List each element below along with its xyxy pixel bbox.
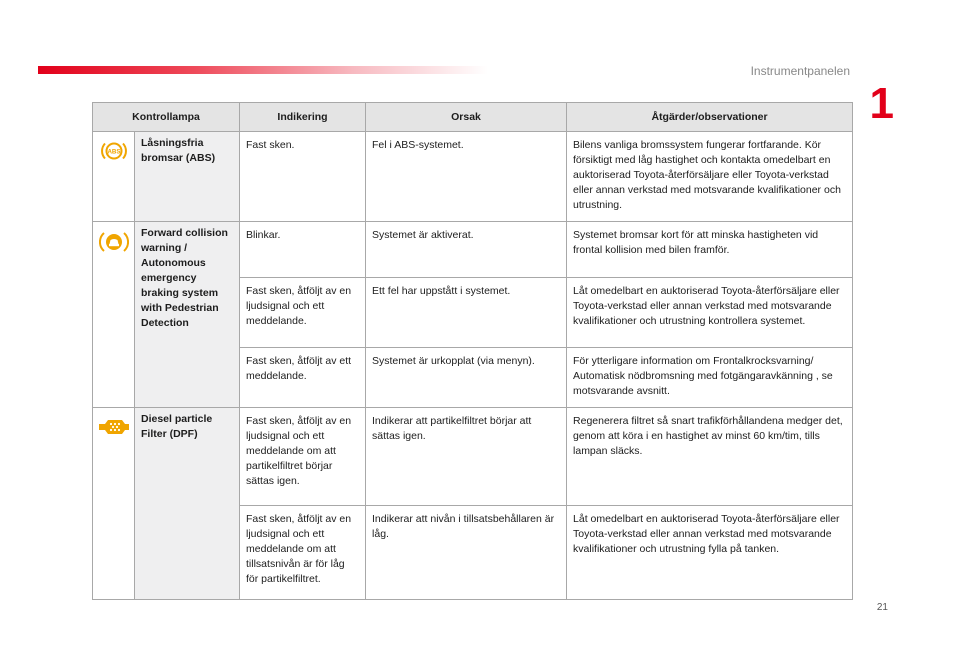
table-row — [93, 408, 853, 506]
cause-cell: Systemet är aktiverat. — [366, 222, 567, 278]
header-accent-bar — [38, 66, 488, 74]
action-cell: För ytterligare information om Frontalkrocksvarning/ Automatisk nödbromsning med fotgängaravkänning , se motsvarande avsnitt. — [567, 348, 853, 408]
action-cell: Låt omedelbart en auktoriserad Toyota-återförsäljare eller Toyota-verkstad eller annan verkstad med motsvarande kvalifikationer och utrustning kontrollera systemet. — [567, 278, 853, 348]
column-header-action: Åtgärder/observationer — [567, 103, 853, 132]
lamp-name: Forward collision warning / Autonomous emergency braking system with Pedestrian Detection — [135, 222, 240, 408]
svg-text:ABS: ABS — [106, 148, 121, 156]
collision-warning-icon — [99, 245, 129, 257]
lamp-icon-cell — [93, 222, 135, 408]
lamp-icon-cell — [93, 132, 135, 222]
lamp-icon-cell — [93, 408, 135, 600]
lamp-name: Diesel particle Filter (DPF) — [135, 408, 240, 600]
table-row — [93, 222, 853, 278]
indication-cell: Fast sken, åtföljt av ett meddelande. — [240, 348, 366, 408]
indication-cell: Fast sken, åtföljt av en ljudsignal och ett meddelande. — [240, 278, 366, 348]
cause-cell: Systemet är urkopplat (via menyn). — [366, 348, 567, 408]
cause-cell: Indikerar att nivån i tillsatsbehållaren är låg. — [366, 506, 567, 600]
cause-cell: Indikerar att partikelfiltret börjar att sättas igen. — [366, 408, 567, 506]
lamp-name: Låsningsfria bromsar (ABS) — [135, 132, 240, 222]
indication-cell: Fast sken, åtföljt av en ljudsignal och ett meddelande om att partikelfiltret börjar sättas igen. — [240, 408, 366, 506]
table-row — [93, 132, 853, 222]
section-title: Instrumentpanelen — [750, 64, 850, 78]
indication-cell: Blinkar. — [240, 222, 366, 278]
abs-warning-icon — [99, 148, 129, 165]
action-cell: Bilens vanliga bromssystem fungerar fortfarande. Kör försiktigt med låg hastighet och kontakta omedelbart en auktoriserad Toyota-återförsäljare eller Toyota-verkstad eller annan verkstad med motsvarande kvalifikationer och utrustning. — [567, 132, 853, 222]
page-number: 21 — [876, 602, 888, 613]
column-header-indication: Indikering — [240, 103, 366, 132]
action-cell: Systemet bromsar kort för att minska hastigheten vid frontal kollision med bilen framför. — [567, 222, 853, 278]
action-cell: Låt omedelbart en auktoriserad Toyota-återförsäljare eller Toyota-verkstad eller annan verkstad med motsvarande kvalifikationer och utrustning fylla på tanken. — [567, 506, 853, 600]
action-cell: Regenerera filtret så snart trafikförhållandena medger det, genom att köra i en hastighet av minst 60 km/tim, tills lampan släcks. — [567, 408, 853, 506]
indication-cell: Fast sken. — [240, 132, 366, 222]
diesel-particle-filter-icon — [97, 429, 131, 441]
cause-cell: Fel i ABS-systemet. — [366, 132, 567, 222]
column-header-cause: Orsak — [366, 103, 567, 132]
chapter-number: 1 — [869, 79, 894, 128]
column-header-lamp: Kontrollampa — [93, 103, 240, 132]
table-header-row — [93, 103, 853, 132]
warning-lamps-table — [92, 102, 853, 600]
cause-cell: Ett fel har uppstått i systemet. — [366, 278, 567, 348]
indication-cell: Fast sken, åtföljt av en ljudsignal och ett meddelande om att tillsatsnivån är för låg för partikelfiltret. — [240, 506, 366, 600]
